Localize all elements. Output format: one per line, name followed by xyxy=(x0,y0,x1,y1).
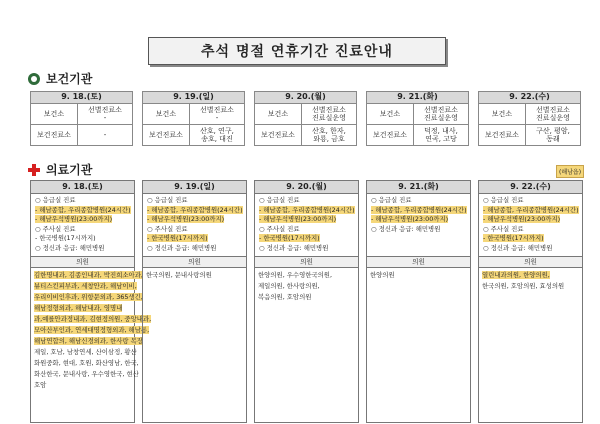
page-title-text: 추석 명절 연휴기간 진료안내 xyxy=(201,44,393,60)
medical-day-column xyxy=(142,180,247,423)
service-line: ○ 응급실 진료 xyxy=(371,196,412,204)
medical-day-date: 9. 22.(수) xyxy=(479,181,582,194)
medical-section-heading xyxy=(28,161,92,178)
medical-day-date: 9. 21.(화) xyxy=(367,181,470,194)
facility-status xyxy=(77,125,132,146)
service-line: ○ 응급실 진료 xyxy=(35,196,76,204)
facility-status-line: 진료실운영 xyxy=(312,114,346,122)
clinic-header: 의원 xyxy=(367,256,470,268)
facility-status-line: 연곡, 고당 xyxy=(425,135,457,143)
service-list xyxy=(367,194,470,256)
clinic-line: 김한명내과, 김종인내과, 박진희소아과, xyxy=(34,271,143,279)
clinic-list xyxy=(479,268,582,422)
health-day-table xyxy=(254,91,357,146)
service-line: - 해남우석병원(23:00까지) xyxy=(371,215,449,224)
health-day-table xyxy=(478,91,581,146)
facility-status-line: - xyxy=(103,130,107,139)
service-line: ○ 주사실 진료 xyxy=(483,224,524,233)
service-line: ○ 정신과 응급: 해민병원 xyxy=(483,243,553,252)
clinic-line: 우리이비인후과, 위항문외과, 365생긴, xyxy=(34,293,143,301)
facility-type: 보건소 xyxy=(367,104,414,125)
facility-status-line: 와룡, 금호 xyxy=(313,135,345,143)
facility-status-line: 구산, 평암, xyxy=(536,126,570,135)
clinic-line: 복음의원, 호암의원 xyxy=(258,293,312,301)
service-list xyxy=(31,194,134,256)
clinic-line: 화산한국, 문내사랑, 우수영한국, 현산 xyxy=(34,370,139,378)
medical-day-column xyxy=(30,180,152,423)
service-line: ○ 주사실 진료 xyxy=(147,224,188,233)
clinic-list xyxy=(31,268,152,422)
facility-status-line: 선별진료소 xyxy=(536,105,570,114)
facility-type: 보건소 xyxy=(479,104,526,125)
health-day-table xyxy=(366,91,469,146)
health-section-title: 보건기관 xyxy=(46,72,93,86)
facility-type: 보건진료소 xyxy=(143,125,190,146)
service-line: - 한국병원(17시까지) xyxy=(147,234,208,243)
health-center-icon xyxy=(28,73,40,85)
clinic-line: 화원중화, 현대, 호원, 화산영남, 한국, xyxy=(34,359,139,367)
health-day-date: 9. 18.(토) xyxy=(31,92,133,104)
service-line: ○ 응급실 진료 xyxy=(259,196,300,204)
medical-day-column xyxy=(478,180,583,423)
facility-type: 보건진료소 xyxy=(367,125,414,146)
medical-section-title: 의료기관 xyxy=(46,163,93,177)
clinic-line: 해남연합의, 해남신경외과, 한사랑 복장 xyxy=(34,337,143,345)
clinic-line: 한양의원 xyxy=(370,271,395,279)
facility-status-line: 선별진료소 xyxy=(200,105,234,114)
service-line: ○ 응급실 진료 xyxy=(147,196,188,204)
clinic-list xyxy=(255,268,358,422)
service-line: - 해남종합, 우리종합병원(24시간) xyxy=(35,205,131,214)
clinic-header: 의원 xyxy=(479,256,582,268)
clinic-header: 의원 xyxy=(31,256,134,268)
service-line: - 해남우석병원(23:00까지) xyxy=(259,215,337,224)
service-line: - 해남종합, 우리종합병원(24시간) xyxy=(371,205,467,214)
clinic-line: 모아산부인과, 연세대명정형외과, 해남통, xyxy=(34,326,150,334)
clinic-line: 호암 xyxy=(34,381,47,389)
page-title xyxy=(148,37,446,65)
health-section-heading xyxy=(28,70,92,87)
clinic-list xyxy=(367,268,470,422)
clinic-list xyxy=(143,268,246,422)
health-day-date: 9. 19.(일) xyxy=(143,92,245,104)
facility-status xyxy=(189,125,244,146)
clinic-line: 뷰티스킨피부과, 세창안과, 해남이비, xyxy=(34,282,137,290)
facility-type: 보건소 xyxy=(143,104,190,125)
service-line: ○ 정신과 응급: 해민병원 xyxy=(259,243,329,252)
clinic-header: 의원 xyxy=(255,256,358,268)
facility-type: 보건소 xyxy=(255,104,302,125)
facility-status xyxy=(413,104,468,125)
medical-day-date: 9. 20.(월) xyxy=(255,181,358,194)
clinic-line: 제일의원, 한사랑의원, xyxy=(258,282,320,290)
service-line: ○ 주사실 진료 xyxy=(259,224,300,233)
health-day-date: 9. 20.(월) xyxy=(255,92,357,104)
clinic-line: 열린내과의원, 한양의원, xyxy=(482,271,550,279)
service-line: - 한국병원(17시까지) xyxy=(35,234,96,243)
facility-status xyxy=(525,104,580,125)
service-line: - 해남종합, 우리종합병원(24시간) xyxy=(147,205,243,214)
service-line: - 해남종합, 우리종합병원(24시간) xyxy=(483,205,579,214)
health-day-table xyxy=(142,91,245,146)
health-day-date: 9. 21.(화) xyxy=(367,92,469,104)
region-tag: (해남읍) xyxy=(556,165,584,178)
medical-day-column xyxy=(366,180,471,423)
facility-type: 보건소 xyxy=(31,104,78,125)
service-line: - 해남우석병원(23:00까지) xyxy=(35,215,113,224)
facility-status-line: 진료실운영 xyxy=(424,114,458,122)
service-list xyxy=(255,194,358,256)
facility-status xyxy=(525,125,580,146)
clinic-line: 해남정형외과, 해남내과, 영명내 xyxy=(34,304,123,312)
facility-type: 보건진료소 xyxy=(31,125,78,146)
facility-status xyxy=(189,104,244,125)
service-line: ○ 정신과 응급: 해민병원 xyxy=(147,243,217,252)
service-line: - 해남종합, 우리종합병원(24시간) xyxy=(259,205,355,214)
clinic-line: 과,예를안과정내과, 김현정의원, 중앙내과, xyxy=(34,315,152,323)
facility-status-line: 산호, 한자, xyxy=(312,126,346,135)
service-line: ○ 주사실 진료 xyxy=(35,224,76,233)
clinic-line: 제일, 호남, 남창연세, 산이삼정, 황산 xyxy=(34,348,137,356)
facility-status xyxy=(301,125,356,146)
medical-day-date: 9. 19.(일) xyxy=(143,181,246,194)
health-day-date: 9. 22.(수) xyxy=(479,92,581,104)
clinic-header: 의원 xyxy=(143,256,246,268)
facility-type: 보건진료소 xyxy=(255,125,302,146)
facility-status xyxy=(413,125,468,146)
facility-status xyxy=(77,104,132,125)
health-day-table xyxy=(30,91,133,146)
service-line: ○ 응급실 진료 xyxy=(483,196,524,204)
facility-status-line: 선별진료소 xyxy=(424,105,458,114)
facility-status-line: 진료실운영 xyxy=(536,114,570,122)
clinic-line: 한국의원, 호암의원, 효성의원 xyxy=(482,282,565,290)
service-line: - 한국병원(17시까지) xyxy=(483,234,544,243)
medical-day-date: 9. 18.(토) xyxy=(31,181,134,194)
service-line: - 한국병원(17시까지) xyxy=(259,234,320,243)
facility-status-line: 선별진료소 xyxy=(312,105,346,114)
facility-status-line: 선별진료소 xyxy=(88,105,122,114)
clinic-line: 한양의원, 우수영한국의원, xyxy=(258,271,333,279)
facility-status-line: 덕정, 내사, xyxy=(424,126,458,135)
service-line: - 해남우석병원(23:00까지) xyxy=(147,215,225,224)
facility-type: 보건진료소 xyxy=(479,125,526,146)
facility-status-line: 송호, 대진 xyxy=(201,135,233,143)
clinic-line: 한국의원, 문내사랑의원 xyxy=(146,271,212,279)
facility-status-line: 동래 xyxy=(546,135,560,143)
service-line: ○ 정신과 응급: 해민병원 xyxy=(35,243,105,252)
service-line: - 해남우석병원(23:00까지) xyxy=(483,215,561,224)
facility-status-line: - xyxy=(103,114,107,122)
facility-status-line: 산호, 연구, xyxy=(200,126,234,135)
service-list xyxy=(143,194,246,256)
red-cross-icon xyxy=(28,164,40,176)
service-list xyxy=(479,194,582,256)
service-line: ○ 정신과 응급: 해민병원 xyxy=(371,224,441,233)
facility-status xyxy=(301,104,356,125)
facility-status-line: - xyxy=(215,114,219,122)
medical-day-column xyxy=(254,180,359,423)
